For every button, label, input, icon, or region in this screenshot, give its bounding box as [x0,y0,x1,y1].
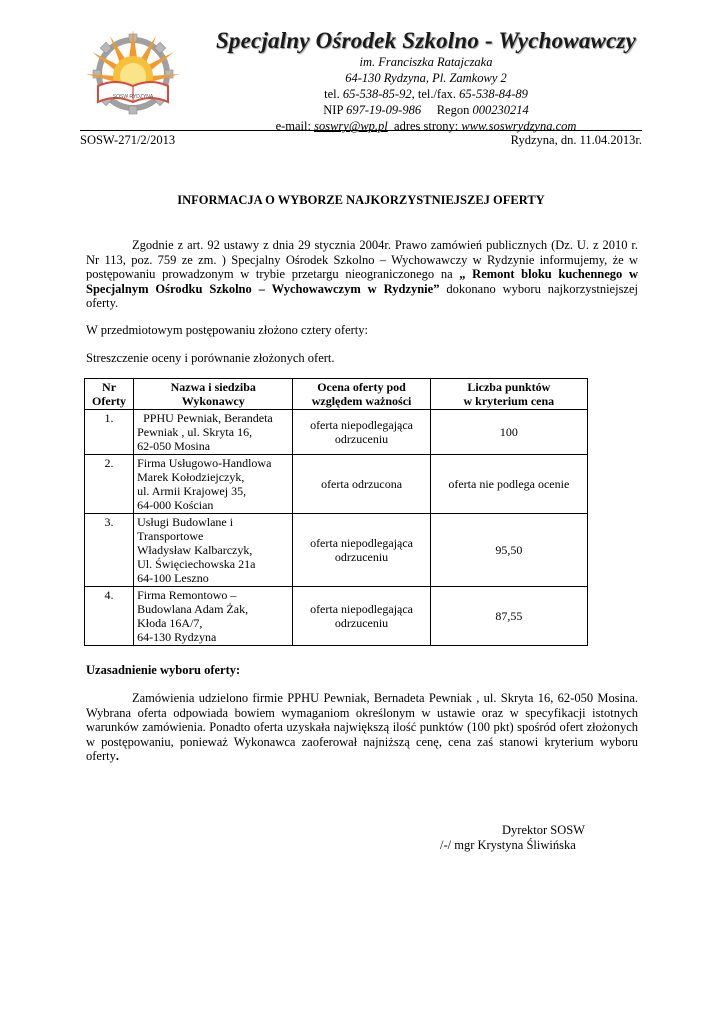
offer-points: oferta nie podlega ocenie [430,455,587,514]
fax-label: , tel./fax. [411,87,457,101]
contractor-line: Kłoda 16A/7, [137,616,203,630]
offer-evaluation [293,587,430,646]
justification-end: . [115,749,119,763]
justification-title: Uzasadnienie wyboru oferty: [86,663,241,677]
regon-value: 000230214 [472,103,529,117]
header-name [134,379,293,410]
contractor-line: Budowlana Adam Żak, [137,602,249,616]
contractor-line: 62-050 Mosina [137,439,211,453]
reference-number: SOSW-271/2/2013 [80,133,176,147]
offer-evaluation [293,455,430,514]
intro-text-2: dokonano wyboru najkorzystniejszej oferty. [86,281,639,310]
www-link[interactable]: www.soswrydzyna.com [461,119,577,133]
evaluation-line: oferta niepodlegająca [310,418,413,432]
address-line: 64-130 Rydzyna, Pl. Zamkowy 2 [345,71,507,85]
reference-line [80,132,642,148]
header-points-line1: Liczba punktów [467,380,551,394]
offers-table [84,378,588,646]
email-label: e-mail: [275,119,311,133]
header-ocena [293,379,430,410]
intro-paragraph [86,238,638,311]
contractor-line: 64-000 Kościan [137,498,214,512]
signature-title: Dyrektor SOSW [502,823,585,837]
contractor-line: 64-130 Rydzyna [137,630,217,644]
email-link[interactable]: soswry@wp.pl [314,119,388,133]
offer-nr: 4. [85,587,134,646]
offer-contractor [134,587,293,646]
table-row [85,455,588,514]
contractor-line: Ul. Święciechowska 21a [137,557,256,571]
table-row [85,410,588,455]
phone-line [200,86,652,102]
contractor-line: Władysław Kalbarczyk, [137,543,253,557]
contractor-line: Usługi Budowlane i [137,515,234,529]
header-nr-line1: Nr [102,380,117,394]
offer-evaluation [293,514,430,587]
offer-points: 95,50 [430,514,587,587]
offer-nr: 1. [85,410,134,455]
header-points [430,379,587,410]
contractor-line: PPHU Pewniak, Berandeta [143,411,273,425]
contractor-line: Firma Usługowo-Handlowa [137,456,272,470]
justification-text: Zamówienia udzielono firmie PPHU Pewniak, Bernadeta Pewniak , ul. Skryta 16, 62-050 Mosina. Wybrana oferta odpowiada bowiem wymaganiom określonym w ustawie oraz w specyfikacji istotnych warunków zamówienia. Ponadto oferta uzyskała największą ilość punktów (100 pkt) spośród ofert złożonych w postępowaniu, ponieważ Wykonawca zaoferował najniższą cenę, cena zaś stanowi kryterium wyboru oferty [86,691,638,763]
place-date: Rydzyna, dn. 11.04.2013r. [510,133,642,147]
intro-text-1: Zgodnie z art. 92 ustawy z dnia 29 stycznia 2004r. Prawo zamówień publicznych (Dz. U. z 2010 r. Nr 113, poz. 759 ze zm. ) Specjalny Ośrodek Szkolno – Wychowawczy w Rydzynie informujemy, że w postępowaniu prowadzonym w trybie przetargu nieograniczonego na [86,238,638,281]
evaluation-line: odrzuceniu [334,432,389,446]
nip-value: 697-19-09-986 [346,103,422,117]
header-name-line1: Nazwa i siedziba [170,380,256,394]
offer-contractor [134,410,293,455]
summary-text: Streszczenie oceny i porównanie złożonych ofert. [86,351,335,365]
justification-paragraph [86,691,638,764]
table-row [85,514,588,587]
contractor-line: ul. Armii Krajowej 35, [137,484,247,498]
regon-label: Regon [436,103,470,117]
evaluation-line: oferta niepodlegająca [310,536,413,550]
table-row [85,587,588,646]
header-points-line2: w kryterium cena [463,394,555,408]
contractor-line: Firma Remontowo – [137,588,237,602]
evaluation-line: odrzuceniu [334,616,389,630]
table-header-row [85,379,588,410]
offer-nr: 2. [85,455,134,514]
header-nr [85,379,134,410]
organization-name: Specjalny Ośrodek Szkolno - Wychowawczy [215,28,637,53]
school-logo [80,24,186,116]
evaluation-line: oferta odrzucona [321,477,403,491]
offer-points: 100 [430,410,587,455]
intro-contract-name: „ Remont bloku kuchennego w Specjalnym Ośrodku Szkolno – Wychowawczym w Rydzynie” [86,267,638,296]
header-name-line2: Wykonawcy [181,394,245,408]
contractor-line: Marek Kołodziejczyk, [137,470,245,484]
evaluation-line: odrzuceniu [334,550,389,564]
offer-contractor [134,514,293,587]
header-divider [80,130,642,131]
contractor-line: 64-100 Leszno [137,571,209,585]
fax-value: 65-538-84-89 [459,87,528,101]
contractor-line: Pewniak , ul. Skryta 16, [137,425,253,439]
header-ocena-line2: względem ważności [311,394,412,408]
tel-label: tel. [324,87,340,101]
tel-value: 65-538-85-92 [342,87,412,101]
contractor-line: Transportowe [137,529,204,543]
header-nr-line2: Oferty [92,394,127,408]
offer-contractor [134,455,293,514]
signature-name: /-/ mgr Krystyna Śliwińska [440,838,576,852]
header-ocena-line1: Ocena oferty pod [317,380,406,394]
offer-nr: 3. [85,514,134,587]
document-title: INFORMACJA O WYBORZE NAJKORZYSTNIEJSZEJ OFERTY [177,193,545,207]
www-label: adres strony: [394,119,459,133]
logo-text: SOSW RYDZYNA [112,94,154,100]
nip-label: NIP [323,103,343,117]
offers-count-text: W przedmiotowym postępowaniu złożono cztery oferty: [86,323,368,337]
patron-line: im. Franciszka Ratajczaka [359,55,493,69]
letterhead [200,28,652,134]
evaluation-line: oferta niepodlegająca [310,602,413,616]
nip-regon-line [200,102,652,118]
offer-evaluation [293,410,430,455]
offer-points: 87,55 [430,587,587,646]
signature-block [440,823,640,853]
